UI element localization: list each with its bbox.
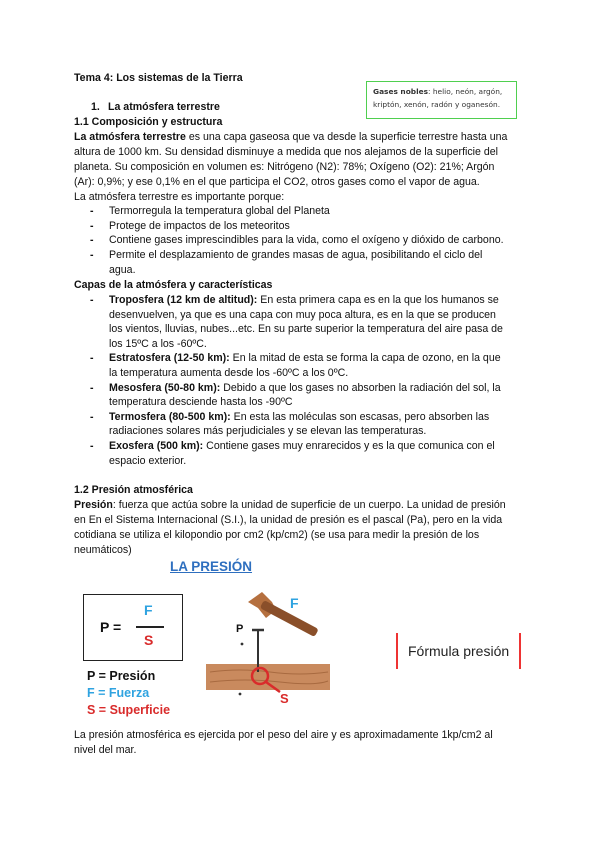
list-item: - Termorregula la temperatura global del Planeta <box>109 204 504 219</box>
list-item-continuation: agua. <box>109 264 136 276</box>
legend-p: P = Presión <box>87 669 156 683</box>
list-item: - Contiene gases imprescindibles para la vida, como el oxígeno y dióxido de carbono. <box>109 233 504 248</box>
subsection-1-1: 1.1 Composición y estructura <box>74 116 223 128</box>
paragraph-line: en En el Sistema Internacional (S.I.), la unidad de presión es el pascal (Pa), pero en la vida <box>74 514 503 526</box>
section1-title: La atmósfera terrestre <box>108 101 220 113</box>
note-text: : helio, neón, argón, kriptón, xenón, radón y oganesón. <box>373 87 503 109</box>
layer-troposphere: - Troposfera (12 km de altitud): En esta primera capa es en la que los humanos se desenvuelven, ya que es una capa con muy poca altura, es en la que se producen los vientos, lluvias, nubes...etc. En su parte superior la temperatura del aire pasa de los 15ºC a los -60ºC. <box>109 293 503 351</box>
doc-title: Tema 4: Los sistemas de la Tierra <box>74 72 243 84</box>
layer-mesosphere: - Mesosfera (50-80 km): Debido a que los gases no absorben la radiación del sol, la temperatura desciende hasta los -90ºC <box>109 381 503 410</box>
paragraph-line: nivel del mar. <box>74 744 137 756</box>
section1-number: 1. <box>91 101 100 113</box>
paragraph-line: cotidiana se utiliza el kilopondio por cm2 (kp/cm2) (se usa para medir la presión de los <box>74 529 480 541</box>
diagram-p-label: P <box>236 623 244 635</box>
fraction-bar <box>136 626 164 628</box>
layers-heading: Capas de la atmósfera y características <box>74 279 273 291</box>
layers-list <box>109 293 503 468</box>
formula-s: S <box>144 632 154 648</box>
formula-label: Fórmula presión <box>396 633 521 669</box>
paragraph-line: La atmósfera terrestre es importante porque: <box>74 191 285 203</box>
formula-f: F <box>144 602 153 618</box>
noble-gases-note <box>366 81 517 119</box>
legend-f: F = Fuerza <box>87 686 150 700</box>
list-item: - Protege de impactos de los meteoritos <box>109 219 504 234</box>
paragraph-line: La presión atmosférica es ejercida por el peso del aire y es aproximadamente 1kp/cm2 al <box>74 729 493 741</box>
formula-p: P = <box>100 619 122 635</box>
figure-title: LA PRESIÓN <box>170 559 253 574</box>
list-item: - Permite el desplazamiento de grandes masas de agua, posibilitando el ciclo del <box>109 248 504 263</box>
subsection-1-2: 1.2 Presión atmosférica <box>74 484 193 496</box>
paragraph-line: (Ar): 0,9%; y ese 0,1% en el que participa el CO2, otros gases como el vapor de agua. <box>74 176 480 188</box>
legend-s: S = Superficie <box>87 703 171 717</box>
paragraph-line: altura de 1000 km. Su densidad disminuye a medida que nos alejamos de la superficie del <box>74 146 499 158</box>
importance-list <box>109 204 504 262</box>
note-label: Gases nobles <box>373 87 429 96</box>
paragraph-line: Presión: fuerza que actúa sobre la unidad de superficie de un cuerpo. La unidad de presión <box>74 499 506 511</box>
paragraph-line: neumáticos) <box>74 544 132 556</box>
diagram-s-label: S <box>280 691 289 706</box>
diagram-f-label: F <box>290 595 299 611</box>
layer-thermosphere: - Termosfera (80-500 km): En esta las moléculas son escasas, pero absorben las radiaciones solares más perjudiciales y se elevan las temperaturas. <box>109 410 503 439</box>
pressure-term: Presión <box>74 499 113 511</box>
layer-stratosphere: - Estratosfera (12-50 km): En la mitad de esta se forma la capa de ozono, en la que la temperatura aumenta desde los -60ºC a los 0ºC. <box>109 351 503 380</box>
formula-box <box>83 594 183 661</box>
atmosphere-term: La atmósfera terrestre <box>74 131 186 143</box>
layer-exosphere: - Exosfera (500 km): Contiene gases muy enrarecidos y es la que comunica con el espacio exterior. <box>109 439 503 468</box>
pressure-diagram <box>200 580 340 720</box>
paragraph-line: La atmósfera terrestre es una capa gaseosa que va desde la superficie terrestre hasta una <box>74 131 508 143</box>
paragraph-line: planeta. Su composición en volumen es: Nitrógeno (N2): 78%; Oxígeno (O2): 21%; Argón <box>74 161 495 173</box>
